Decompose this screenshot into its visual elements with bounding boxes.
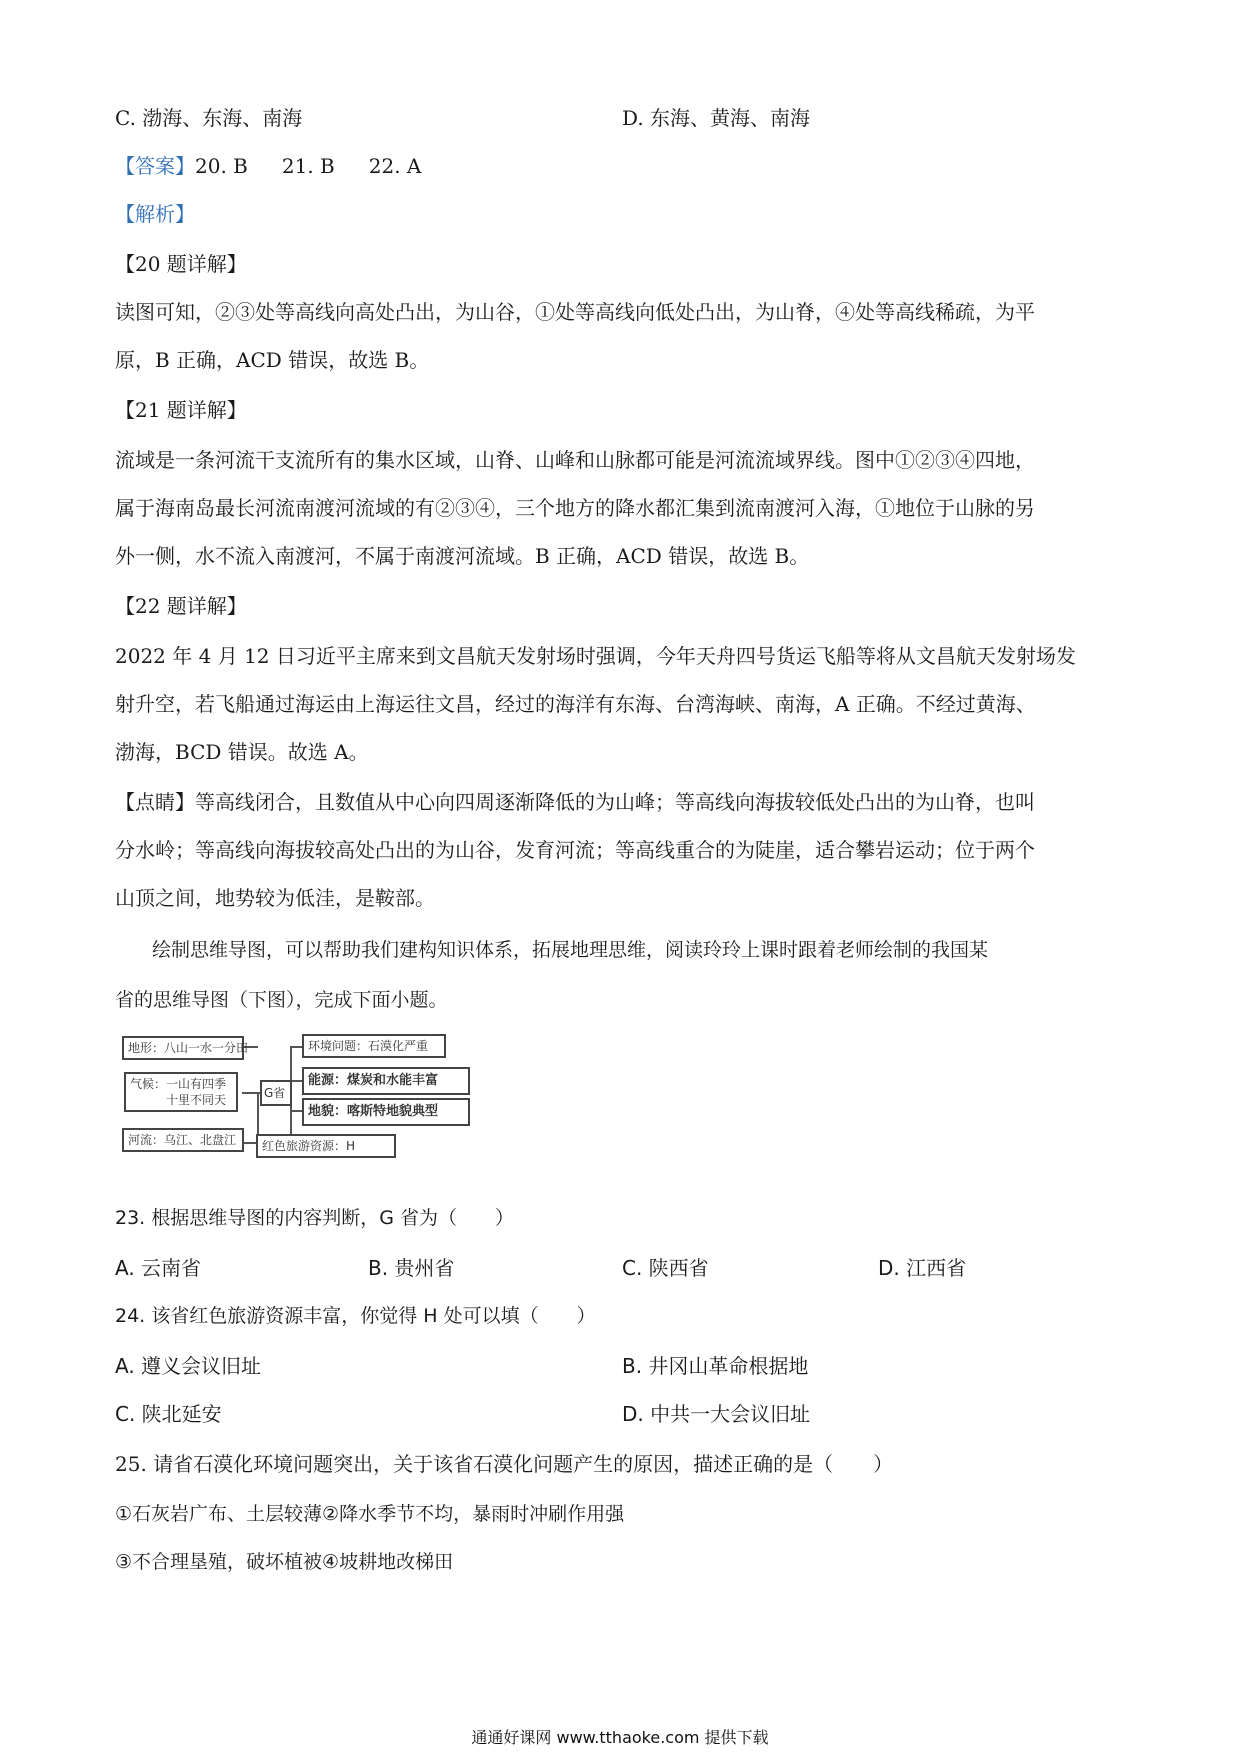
q22-line: 射升空，若飞船通过海运由上海运往文昌，经过的海洋有东海、台湾海峡、南海，A 正确。不经过黄海、 [115,692,1036,716]
q22-line: 渤海，BCD 错误。故选 A。 [115,740,369,764]
mindmap-center-node: G省 [260,1080,292,1106]
analysis-label: 【解析】 [115,202,195,226]
dianjing-label: 【点睛】 [115,790,195,814]
q23-option: B. 贵州省 [368,1256,455,1280]
q21-title: 【21 题详解】 [115,398,247,422]
connector [242,1092,260,1094]
q24-option: C. 陕北延安 [115,1402,222,1426]
q24-stem: 24. 该省红色旅游资源丰富，你觉得 H 处可以填（ ） [115,1305,596,1327]
mindmap-node-environment: 环境问题：石漠化严重 [302,1034,446,1058]
answer-item: 21. B [281,154,335,178]
connector [290,1110,302,1112]
dianjing-line: 分水岭；等高线向海拔较高处凸出的为山谷，发育河流；等高线重合的为陡崖，适合攀岩运动；位于两个 [115,838,1035,862]
q22-line: 2022 年 4 月 12 日习近平主席来到文昌航天发射场时强调，今年天舟四号货运飞船等将从文昌航天发射场发 [115,644,1076,668]
answer-item: 22. A [368,154,422,178]
page-footer: 通通好课网 www.tthaoke.com 提供下载 [471,1728,769,1747]
dianjing-text: 等高线闭合，且数值从中心向四周逐渐降低的为山峰；等高线向海拔较低处凸出的为山脊，也叫 [195,790,1035,814]
q20-title: 【20 题详解】 [115,252,247,276]
answer-item: 20. B [195,154,248,178]
q21-line: 流域是一条河流干支流所有的集水区域，山脊、山峰和山脉都可能是河流流域界线。图中①②③④四地， [115,448,1035,472]
q23-option: C. 陕西省 [622,1256,709,1280]
mindmap-node-landform: 地貌：喀斯特地貌典型 [302,1098,470,1126]
q24-option: A. 遵义会议旧址 [115,1354,262,1378]
dianjing-row [115,788,1035,816]
mindmap-node-climate [124,1072,238,1112]
climate-line: 十里不同天 [166,1093,227,1107]
option-c: C. 渤海、东海、南海 [115,106,303,130]
climate-line: 气候：一山有四季 [130,1077,227,1091]
intro-line: 绘制思维导图，可以帮助我们建构知识体系，拓展地理思维，阅读玲玲上课时跟着老师绘制的我国某 [152,939,989,961]
option-d: D. 东海、黄海、南海 [622,106,811,130]
mindmap-node-river: 河流：乌江、北盘江 [122,1128,244,1152]
answer-label: 【答案】 [115,154,195,178]
q23-option: D. 江西省 [878,1256,967,1280]
q25-line: ③不合理垦殖，破坏植被④坡耕地改梯田 [115,1551,454,1573]
q25-stem: 25. 请省石漠化环境问题突出，关于该省石漠化问题产生的原因，描述正确的是（ ） [115,1452,894,1476]
mindmap-node-energy: 能源：煤炭和水能丰富 [302,1067,470,1095]
dianjing-line: 山顶之间，地势较为低洼，是鞍部。 [115,886,435,910]
q25-line: ①石灰岩广布、土层较薄②降水季节不均，暴雨时冲刷作用强 [115,1503,625,1525]
q23-option: A. 云南省 [115,1256,202,1280]
mind-map [122,1034,474,1164]
q22-title: 【22 题详解】 [115,594,247,618]
intro-line: 省的思维导图（下图），完成下面小题。 [115,989,448,1011]
mindmap-node-red-tourism: 红色旅游资源：H [256,1134,396,1158]
q20-line: 原，B 正确，ACD 错误，故选 B。 [115,348,430,372]
answer-row [115,152,455,180]
connector [290,1046,302,1048]
mindmap-node-terrain: 地形：八山一水一分田 [122,1036,244,1060]
q21-line: 外一侧，水不流入南渡河，不属于南渡河流域。B 正确，ACD 错误，故选 B。 [115,544,810,568]
q24-option: D. 中共一大会议旧址 [622,1402,811,1426]
q23-stem: 23. 根据思维导图的内容判断，G 省为（ ） [115,1207,515,1229]
q21-line: 属于海南岛最长河流南渡河流域的有②③④，三个地方的降水都汇集到流南渡河入海，①地位于山脉的另 [115,496,1035,520]
q20-line: 读图可知，②③处等高线向高处凸出，为山谷，①处等高线向低处凸出，为山脊，④处等高线稀疏，为平 [115,300,1035,324]
q24-option: B. 井冈山革命根据地 [622,1354,809,1378]
